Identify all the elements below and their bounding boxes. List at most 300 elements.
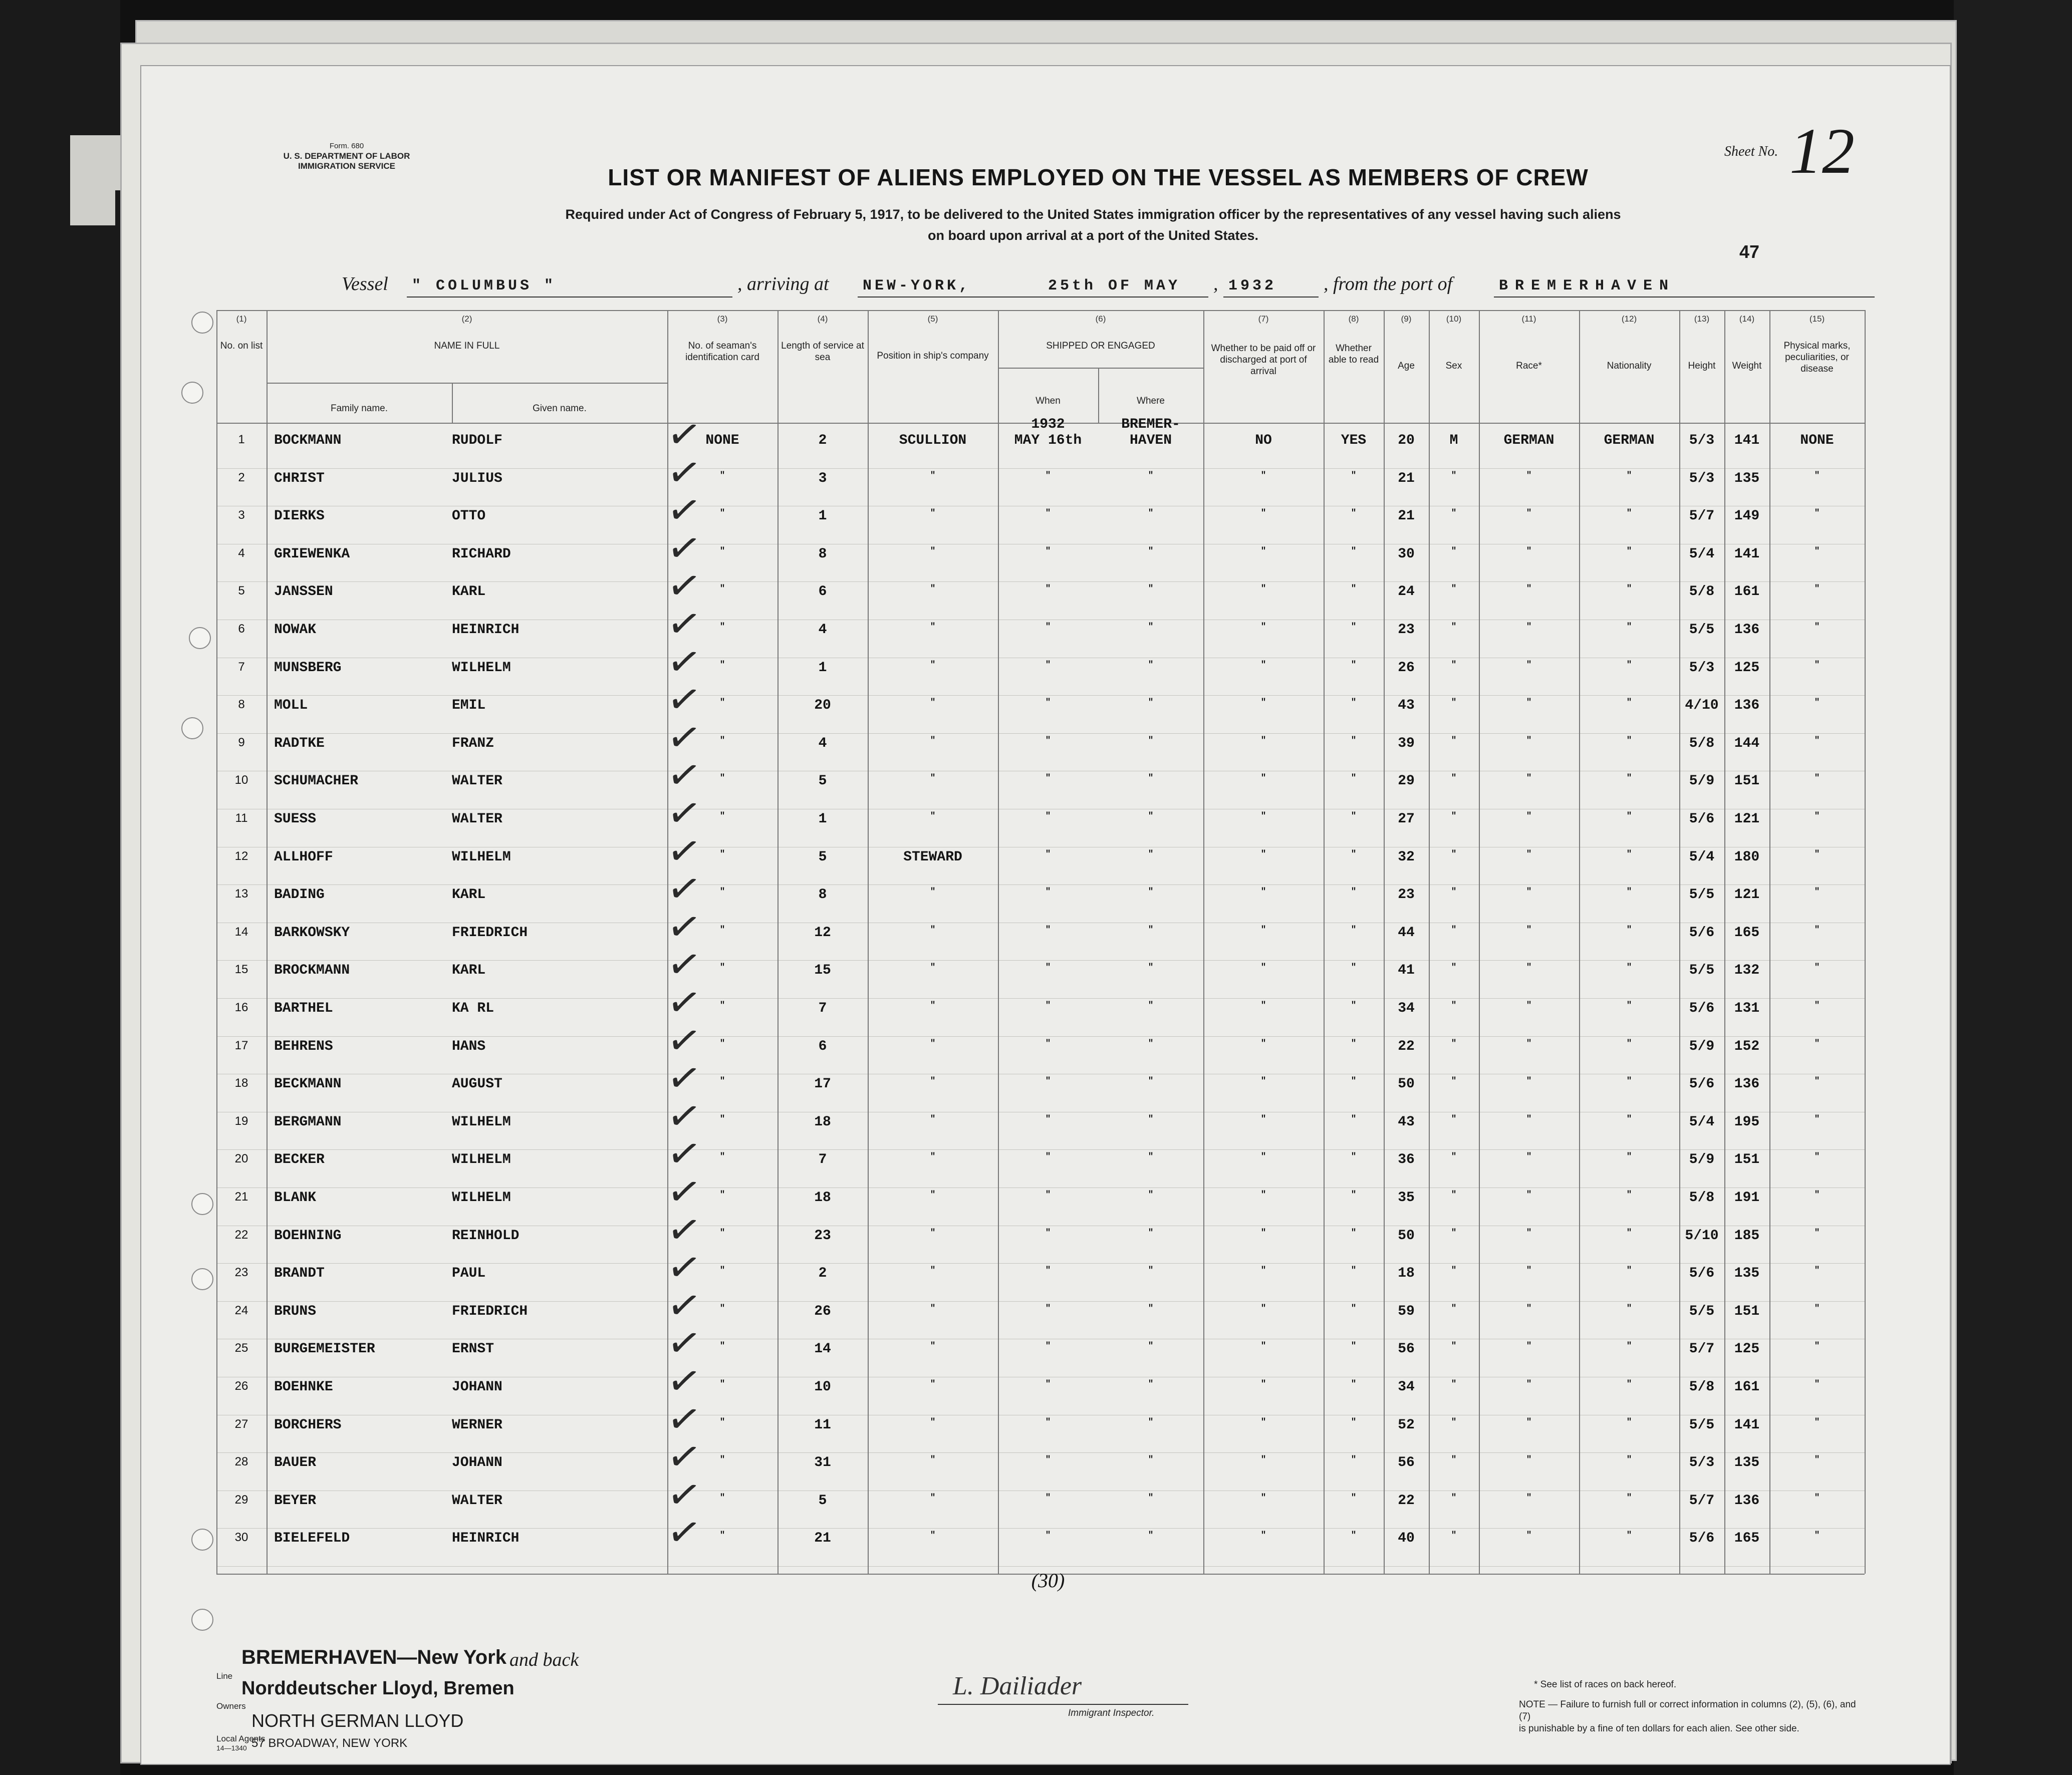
departure-port: BREMERHAVEN (1499, 277, 1676, 294)
physical-marks: " (1814, 1076, 1820, 1087)
shipped-when: " (1045, 735, 1051, 746)
row-number: 2 (238, 470, 245, 484)
arriving-label: , arriving at (737, 273, 829, 294)
able-to-read: " (1351, 584, 1357, 595)
checkmark: ✓ (663, 903, 705, 952)
row-rule (216, 468, 1865, 469)
sex: " (1451, 1038, 1457, 1049)
age: 43 (1398, 1114, 1415, 1130)
punch-hole (191, 1268, 213, 1290)
nationality: " (1626, 1417, 1632, 1427)
paid-off: " (1260, 1001, 1266, 1011)
checkmark: ✓ (663, 865, 705, 915)
position: " (930, 698, 936, 708)
height: 5/10 (1685, 1228, 1719, 1244)
position: " (930, 1531, 936, 1541)
sex: " (1451, 1076, 1457, 1087)
shipped-when: " (1045, 698, 1051, 708)
family-name: BOCKMANN (274, 433, 342, 448)
position: SCULLION (899, 433, 967, 448)
height: 5/6 (1689, 1266, 1715, 1282)
physical-marks: " (1814, 1228, 1820, 1238)
length-of-service: 4 (818, 735, 827, 751)
sex: " (1451, 1190, 1457, 1200)
weight: 136 (1734, 698, 1760, 714)
shipped-where: " (1148, 963, 1154, 973)
race: " (1526, 584, 1532, 595)
position: " (930, 1001, 936, 1011)
weight: 161 (1734, 1379, 1760, 1395)
paid-off: " (1260, 1303, 1266, 1314)
sex: " (1451, 925, 1457, 935)
able-to-read: " (1351, 1417, 1357, 1427)
row-rule (216, 1528, 1865, 1529)
able-to-read: " (1351, 811, 1357, 821)
id-card: " (719, 660, 725, 670)
position: " (930, 925, 936, 935)
position: " (930, 584, 936, 595)
able-to-read: " (1351, 1493, 1357, 1503)
row-number: 19 (234, 1114, 248, 1128)
shipped-where: BREMER- (1121, 417, 1180, 432)
column-number: (12) (1621, 314, 1637, 324)
family-name: ALLHOFF (274, 849, 333, 865)
shipped-where: " (1148, 1228, 1154, 1238)
physical-marks: " (1814, 1341, 1820, 1352)
length-of-service: 15 (814, 963, 831, 979)
nationality: " (1626, 773, 1632, 784)
height: 5/9 (1689, 773, 1715, 789)
age: 39 (1398, 735, 1415, 751)
weight: 151 (1734, 773, 1760, 789)
length-of-service: 18 (814, 1114, 831, 1130)
comma: , (1213, 273, 1218, 294)
age: 34 (1398, 1379, 1415, 1395)
shipped-where: " (1148, 1341, 1154, 1352)
height: 5/7 (1689, 1341, 1715, 1357)
subtitle (357, 204, 1830, 246)
shipped-when: " (1045, 508, 1051, 519)
able-to-read: " (1351, 1114, 1357, 1124)
nationality: GERMAN (1604, 433, 1655, 448)
family-name: BLANK (274, 1190, 317, 1206)
physical-marks: " (1814, 1303, 1820, 1314)
shipped-where: " (1148, 1076, 1154, 1087)
paid-off: " (1260, 584, 1266, 595)
age: 35 (1398, 1190, 1415, 1206)
id-card: " (719, 1001, 725, 1011)
given-name: EMIL (452, 698, 486, 714)
given-name: WERNER (452, 1417, 502, 1433)
agents-address: 57 BROADWAY, NEW YORK (251, 1736, 408, 1750)
row-rule (216, 1149, 1865, 1150)
given-name: HEINRICH (452, 1531, 520, 1547)
stamp-number: 47 (1739, 241, 1760, 262)
physical-marks: " (1814, 773, 1820, 784)
age: 41 (1398, 963, 1415, 979)
header-length-of-service: Length of service at sea (781, 341, 864, 363)
race: " (1526, 811, 1532, 821)
able-to-read: " (1351, 470, 1357, 481)
shipped-when: " (1045, 963, 1051, 973)
race: " (1526, 546, 1532, 556)
shipped-where: " (1148, 1417, 1154, 1427)
document-title: LIST OR MANIFEST OF ALIENS EMPLOYED ON THE VESSEL AS MEMBERS OF CREW (608, 164, 1589, 190)
row-number: 24 (234, 1303, 248, 1317)
subtitle-line-1: Required under Act of Congress of February 5, 1917, to be delivered to the United States immigration officer by the representatives of any vessel having such aliens (565, 207, 1621, 222)
shipped-when: MAY 16th (1014, 433, 1082, 448)
race: " (1526, 773, 1532, 784)
age: 29 (1398, 773, 1415, 789)
nationality: " (1626, 735, 1632, 746)
sex: " (1451, 698, 1457, 708)
sex: " (1451, 735, 1457, 746)
nationality: " (1626, 1228, 1632, 1238)
nationality: " (1626, 887, 1632, 898)
length-of-service: 1 (818, 811, 827, 827)
total-count: (30) (1031, 1569, 1065, 1592)
id-card: " (719, 1493, 725, 1503)
checkmark: ✓ (663, 1054, 705, 1104)
shipped-when: " (1045, 1114, 1051, 1124)
row-number: 8 (238, 698, 245, 712)
footer (216, 1644, 1865, 1764)
paid-off: " (1260, 1493, 1266, 1503)
checkmark: ✓ (663, 1433, 705, 1483)
height: 5/5 (1689, 887, 1715, 903)
id-card: " (719, 470, 725, 481)
header-paid-off: Whether to be paid off or discharged at port of arrival (1211, 343, 1316, 377)
shipped-where: " (1148, 1152, 1154, 1162)
shipped-when: " (1045, 1266, 1051, 1276)
sex: " (1451, 1114, 1457, 1124)
checkmark: ✓ (663, 1167, 705, 1218)
family-name: DIERKS (274, 508, 325, 524)
weight: 125 (1734, 660, 1760, 676)
weight: 191 (1734, 1190, 1760, 1206)
sex: " (1451, 546, 1457, 556)
column-number: (4) (817, 314, 828, 324)
height: 5/6 (1689, 811, 1715, 827)
checkmark: ✓ (663, 1281, 705, 1331)
nationality: " (1626, 1152, 1632, 1162)
position: " (930, 508, 936, 519)
column-number: (3) (717, 314, 728, 324)
position: " (930, 1190, 936, 1200)
able-to-read: " (1351, 1455, 1357, 1465)
physical-marks: " (1814, 470, 1820, 481)
column-number: (2) (461, 314, 472, 324)
length-of-service: 4 (818, 622, 827, 638)
able-to-read: " (1351, 925, 1357, 935)
height: 5/9 (1689, 1152, 1715, 1168)
nationality: " (1626, 1303, 1632, 1314)
weight: 135 (1734, 470, 1760, 486)
row-rule (216, 884, 1865, 885)
checkmark: ✓ (663, 600, 705, 650)
length-of-service: 18 (814, 1190, 831, 1206)
given-name: KA RL (452, 1001, 494, 1016)
page-fragment (70, 135, 125, 190)
physical-marks: " (1814, 887, 1820, 898)
weight: 141 (1734, 546, 1760, 562)
paid-off: " (1260, 546, 1266, 556)
row-number: 5 (238, 584, 245, 598)
id-card: " (719, 1076, 725, 1087)
family-name: BROCKMANN (274, 963, 350, 979)
given-name: KARL (452, 963, 486, 979)
paid-off: " (1260, 963, 1266, 973)
sex: " (1451, 1303, 1457, 1314)
header-when: When (1035, 396, 1061, 406)
able-to-read: " (1351, 887, 1357, 898)
shipped-when: " (1045, 470, 1051, 481)
race: " (1526, 508, 1532, 519)
shipped-where: " (1148, 735, 1154, 746)
physical-marks: " (1814, 698, 1820, 708)
able-to-read: " (1351, 660, 1357, 670)
paid-off: " (1260, 735, 1266, 746)
weight: 121 (1734, 887, 1760, 903)
id-card: " (719, 1341, 725, 1352)
weight: 132 (1734, 963, 1760, 979)
able-to-read: " (1351, 1379, 1357, 1389)
checkmark: ✓ (663, 751, 705, 801)
shipped-when: " (1045, 1228, 1051, 1238)
column-number: (10) (1446, 314, 1462, 324)
row-number: 14 (234, 925, 248, 939)
age: 23 (1398, 622, 1415, 638)
weight: 152 (1734, 1038, 1760, 1054)
height: 5/4 (1689, 546, 1715, 562)
position: " (930, 1228, 936, 1238)
row-rule (216, 960, 1865, 961)
paid-off: " (1260, 698, 1266, 708)
row-number: 3 (238, 508, 245, 522)
race: " (1526, 849, 1532, 859)
height: 5/5 (1689, 1303, 1715, 1319)
shipped-where: " (1148, 1531, 1154, 1541)
shipped-when: " (1045, 811, 1051, 821)
row-number: 1 (238, 433, 245, 446)
length-of-service: 20 (814, 698, 831, 714)
race: " (1526, 1455, 1532, 1465)
able-to-read: " (1351, 849, 1357, 859)
header-id-card: No. of seaman's identification card (685, 341, 759, 363)
sex: " (1451, 849, 1457, 859)
length-of-service: 5 (818, 849, 827, 865)
paid-off: " (1260, 1228, 1266, 1238)
position: " (930, 622, 936, 632)
height: 5/3 (1689, 470, 1715, 486)
id-card: " (719, 773, 725, 784)
id-card: " (719, 1190, 725, 1200)
id-card: " (719, 1303, 725, 1314)
height: 5/3 (1689, 433, 1715, 448)
column-number: (11) (1521, 314, 1536, 324)
shipped-when: " (1045, 1341, 1051, 1352)
able-to-read: " (1351, 1341, 1357, 1352)
given-name: WILHELM (452, 849, 511, 865)
id-card: " (719, 963, 725, 973)
race: " (1526, 1303, 1532, 1314)
length-of-service: 6 (818, 584, 827, 600)
given-name: HANS (452, 1038, 486, 1054)
length-of-service: 5 (818, 773, 827, 789)
shipped-subheader-rule (998, 368, 1203, 369)
race: " (1526, 1379, 1532, 1389)
paid-off: " (1260, 1341, 1266, 1352)
given-name: FRIEDRICH (452, 925, 528, 941)
weight: 151 (1734, 1303, 1760, 1319)
weight: 161 (1734, 584, 1760, 600)
shipped-where: " (1148, 1266, 1154, 1276)
weight: 131 (1734, 1001, 1760, 1016)
length-of-service: 1 (818, 508, 827, 524)
nationality: " (1626, 698, 1632, 708)
checkmark: ✓ (663, 1470, 705, 1520)
height: 5/5 (1689, 1417, 1715, 1433)
physical-marks: " (1814, 1531, 1820, 1541)
header-weight: Weight (1732, 361, 1762, 371)
race: GERMAN (1503, 433, 1555, 448)
row-number: 23 (234, 1266, 248, 1280)
column-number: (14) (1739, 314, 1755, 324)
shipped-where: " (1148, 1038, 1154, 1049)
arrival-port: NEW-YORK, (863, 277, 971, 294)
age: 21 (1398, 508, 1415, 524)
paid-off: " (1260, 1038, 1266, 1049)
weight: 141 (1734, 1417, 1760, 1433)
row-number: 29 (234, 1493, 248, 1507)
shipped-where: " (1148, 1001, 1154, 1011)
given-name: WALTER (452, 811, 502, 827)
sex: " (1451, 1417, 1457, 1427)
length-of-service: 10 (814, 1379, 831, 1395)
age: 59 (1398, 1303, 1415, 1319)
paid-off: " (1260, 470, 1266, 481)
checkmark: ✓ (663, 562, 705, 612)
given-name: WILHELM (452, 1114, 511, 1130)
checkmark: ✓ (663, 941, 705, 990)
column-number: (7) (1258, 314, 1269, 324)
physical-marks: " (1814, 508, 1820, 519)
checkmark: ✓ (663, 410, 705, 460)
position: " (930, 1455, 936, 1465)
checkmark: ✓ (663, 1244, 705, 1293)
race: " (1526, 1001, 1532, 1011)
paid-off: " (1260, 773, 1266, 784)
sex: " (1451, 1531, 1457, 1541)
race: " (1526, 470, 1532, 481)
physical-marks: " (1814, 1001, 1820, 1011)
paid-off: " (1260, 849, 1266, 859)
punch-hole (191, 1609, 213, 1631)
row-rule (216, 695, 1865, 696)
shipped-where: " (1148, 811, 1154, 821)
position: " (930, 1493, 936, 1503)
left-binding-edge (0, 0, 120, 1775)
weight: 144 (1734, 735, 1760, 751)
punch-hole (191, 312, 213, 334)
line-value: BREMERHAVEN—New York (241, 1646, 506, 1668)
paid-off: " (1260, 1266, 1266, 1276)
length-of-service: 7 (818, 1152, 827, 1168)
family-name: SUESS (274, 811, 317, 827)
race-note: * See list of races on back hereof. (1534, 1679, 1677, 1690)
name-subheader-rule (267, 383, 667, 384)
shipped-when: " (1045, 660, 1051, 670)
height: 5/6 (1689, 1001, 1715, 1016)
weight: 121 (1734, 811, 1760, 827)
nationality: " (1626, 1455, 1632, 1465)
row-rule (216, 581, 1865, 582)
family-name: NOWAK (274, 622, 317, 638)
nationality: " (1626, 1493, 1632, 1503)
row-number: 25 (234, 1341, 248, 1355)
position: " (930, 1114, 936, 1124)
paid-off: " (1260, 1531, 1266, 1541)
race: " (1526, 887, 1532, 898)
shipped-when: " (1045, 849, 1051, 859)
id-card: " (719, 584, 725, 595)
sex: " (1451, 1001, 1457, 1011)
shipped-where: " (1148, 470, 1154, 481)
given-name: FRANZ (452, 735, 494, 751)
age: 34 (1398, 1001, 1415, 1016)
line-handwritten: and back (509, 1649, 579, 1670)
row-number: 9 (238, 735, 245, 749)
age: 32 (1398, 849, 1415, 865)
able-to-read: " (1351, 1076, 1357, 1087)
vessel-line (342, 270, 1875, 301)
inspector-label: Immigrant Inspector. (1068, 1708, 1155, 1718)
height: 5/3 (1689, 660, 1715, 676)
row-number: 6 (238, 622, 245, 636)
sex: " (1451, 470, 1457, 481)
given-name: RUDOLF (452, 433, 502, 448)
length-of-service: 31 (814, 1455, 831, 1471)
nationality: " (1626, 1076, 1632, 1087)
nationality: " (1626, 1001, 1632, 1011)
nationality: " (1626, 584, 1632, 595)
given-name: OTTO (452, 508, 486, 524)
sex: " (1451, 508, 1457, 519)
able-to-read: " (1351, 1266, 1357, 1276)
physical-marks: NONE (1800, 433, 1834, 448)
shipped-where: " (1148, 1455, 1154, 1465)
able-to-read: " (1351, 1001, 1357, 1011)
family-name: JANSSEN (274, 584, 333, 600)
row-rule (216, 1566, 1865, 1567)
length-of-service: 2 (818, 433, 827, 448)
age: 56 (1398, 1455, 1415, 1471)
position: " (930, 1152, 936, 1162)
shipped-where: " (1148, 773, 1154, 784)
weight: 151 (1734, 1152, 1760, 1168)
header-nationality: Nationality (1607, 361, 1652, 371)
sex: " (1451, 773, 1457, 784)
sex: " (1451, 1152, 1457, 1162)
race: " (1526, 925, 1532, 935)
vessel-label: Vessel (342, 273, 388, 294)
position: " (930, 963, 936, 973)
id-card: " (719, 811, 725, 821)
id-card: " (719, 925, 725, 935)
race: " (1526, 660, 1532, 670)
age: 27 (1398, 811, 1415, 827)
sex: M (1449, 433, 1458, 448)
